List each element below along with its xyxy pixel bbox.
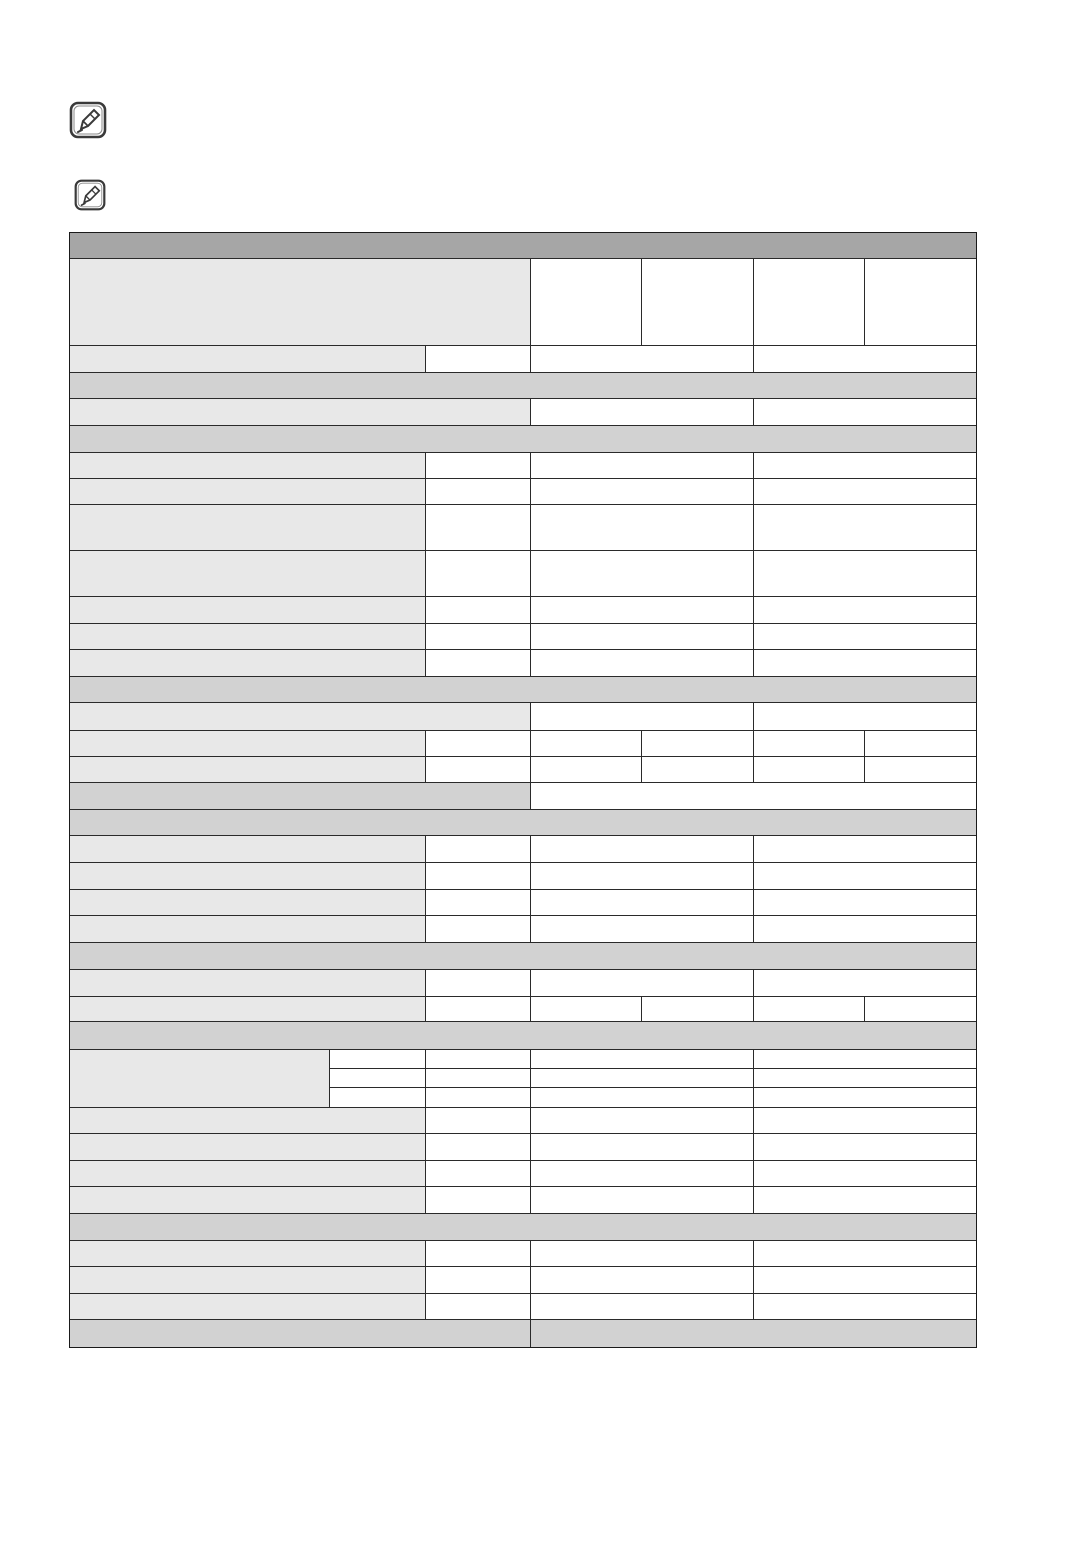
section-header	[69, 426, 977, 453]
value-cell	[426, 970, 531, 997]
value-cell	[426, 757, 531, 783]
value-cell	[426, 863, 531, 890]
value-cell	[531, 650, 754, 677]
value-cell	[426, 1050, 531, 1069]
value-cell	[754, 1241, 977, 1267]
value-cell	[531, 757, 642, 783]
value-cell	[754, 890, 977, 916]
value-cell	[865, 259, 977, 346]
section-header	[69, 677, 977, 703]
value-cell	[531, 1050, 754, 1069]
section-header	[531, 1320, 977, 1348]
value-cell	[531, 997, 642, 1022]
value-cell	[426, 346, 531, 373]
value-cell	[531, 1108, 754, 1134]
value-cell	[754, 551, 977, 597]
value-cell	[330, 1069, 426, 1088]
value-cell	[531, 890, 754, 916]
value-cell	[754, 1108, 977, 1134]
value-cell	[754, 1294, 977, 1320]
value-cell	[865, 757, 977, 783]
table-title-bar	[69, 232, 977, 259]
value-cell	[330, 1050, 426, 1069]
value-cell	[642, 997, 754, 1022]
value-cell	[754, 836, 977, 863]
value-cell	[426, 1267, 531, 1294]
row-label-cell	[69, 703, 531, 731]
value-cell	[642, 259, 754, 346]
section-header	[69, 810, 977, 836]
row-label-cell	[69, 1187, 426, 1214]
value-cell	[754, 453, 977, 479]
value-cell	[531, 1294, 754, 1320]
value-cell	[531, 1088, 754, 1108]
value-cell	[754, 624, 977, 650]
section-header	[69, 1214, 977, 1241]
row-label-cell	[69, 624, 426, 650]
value-cell	[642, 731, 754, 757]
row-label-cell	[69, 1108, 426, 1134]
value-cell	[531, 624, 754, 650]
value-cell	[754, 863, 977, 890]
section-header	[69, 1320, 531, 1348]
row-label-cell	[69, 916, 426, 943]
value-cell	[426, 453, 531, 479]
value-cell	[754, 916, 977, 943]
value-cell	[754, 1069, 977, 1088]
value-cell	[754, 259, 865, 346]
value-cell	[754, 505, 977, 551]
value-cell	[531, 1134, 754, 1161]
row-label-cell	[69, 863, 426, 890]
value-cell	[754, 970, 977, 997]
value-cell	[865, 731, 977, 757]
row-label-cell	[69, 997, 426, 1022]
value-cell	[754, 1134, 977, 1161]
value-cell	[426, 650, 531, 677]
value-cell	[426, 916, 531, 943]
row-label-cell	[69, 259, 531, 346]
value-cell	[330, 1088, 426, 1108]
row-label-cell	[69, 551, 426, 597]
row-label-cell	[69, 970, 426, 997]
value-cell	[754, 1088, 977, 1108]
value-cell	[531, 1161, 754, 1187]
row-label-cell	[69, 1161, 426, 1187]
value-cell	[754, 399, 977, 426]
value-cell	[531, 399, 754, 426]
value-cell	[754, 997, 865, 1022]
value-cell	[531, 479, 754, 505]
value-cell	[531, 970, 754, 997]
value-cell	[426, 836, 531, 863]
section-header	[69, 783, 531, 810]
row-label-cell	[69, 597, 426, 624]
value-cell	[754, 703, 977, 731]
section-header	[69, 373, 977, 399]
value-cell	[426, 1161, 531, 1187]
row-label-cell	[69, 757, 426, 783]
row-label-cell	[69, 836, 426, 863]
value-cell	[642, 757, 754, 783]
value-cell	[531, 703, 754, 731]
value-cell	[426, 1134, 531, 1161]
value-cell	[531, 505, 754, 551]
value-cell	[531, 863, 754, 890]
value-cell	[531, 916, 754, 943]
row-label-cell	[69, 346, 426, 373]
value-cell	[531, 731, 642, 757]
value-cell	[426, 1108, 531, 1134]
row-label-cell	[69, 399, 531, 426]
value-cell	[426, 1294, 531, 1320]
value-cell	[754, 1050, 977, 1069]
value-cell	[531, 1267, 754, 1294]
value-cell	[531, 597, 754, 624]
row-label-cell	[69, 1241, 426, 1267]
row-label-cell	[69, 890, 426, 916]
row-label-cell	[69, 1267, 426, 1294]
value-cell	[865, 997, 977, 1022]
value-cell	[426, 731, 531, 757]
row-label-cell	[69, 650, 426, 677]
row-label-cell	[69, 1050, 330, 1108]
value-cell	[426, 1187, 531, 1214]
value-cell	[426, 479, 531, 505]
value-cell	[426, 624, 531, 650]
row-label-cell	[69, 453, 426, 479]
value-cell	[426, 551, 531, 597]
value-cell	[754, 346, 977, 373]
value-cell	[531, 453, 754, 479]
row-label-cell	[69, 1134, 426, 1161]
section-header	[69, 1022, 977, 1050]
value-cell	[754, 650, 977, 677]
value-cell	[426, 1241, 531, 1267]
row-label-cell	[69, 479, 426, 505]
value-cell	[531, 551, 754, 597]
value-cell	[754, 1187, 977, 1214]
value-cell	[754, 1161, 977, 1187]
value-cell	[754, 597, 977, 624]
row-label-cell	[69, 505, 426, 551]
value-cell	[531, 346, 754, 373]
value-cell	[531, 783, 977, 810]
value-cell	[426, 1069, 531, 1088]
section-header	[69, 943, 977, 970]
row-label-cell	[69, 731, 426, 757]
value-cell	[426, 890, 531, 916]
value-cell	[754, 1267, 977, 1294]
value-cell	[531, 836, 754, 863]
value-cell	[426, 505, 531, 551]
value-cell	[531, 259, 642, 346]
value-cell	[531, 1241, 754, 1267]
value-cell	[426, 1088, 531, 1108]
value-cell	[754, 479, 977, 505]
value-cell	[531, 1069, 754, 1088]
value-cell	[426, 997, 531, 1022]
value-cell	[531, 1187, 754, 1214]
value-cell	[754, 731, 865, 757]
row-label-cell	[69, 1294, 426, 1320]
value-cell	[426, 597, 531, 624]
value-cell	[754, 757, 865, 783]
